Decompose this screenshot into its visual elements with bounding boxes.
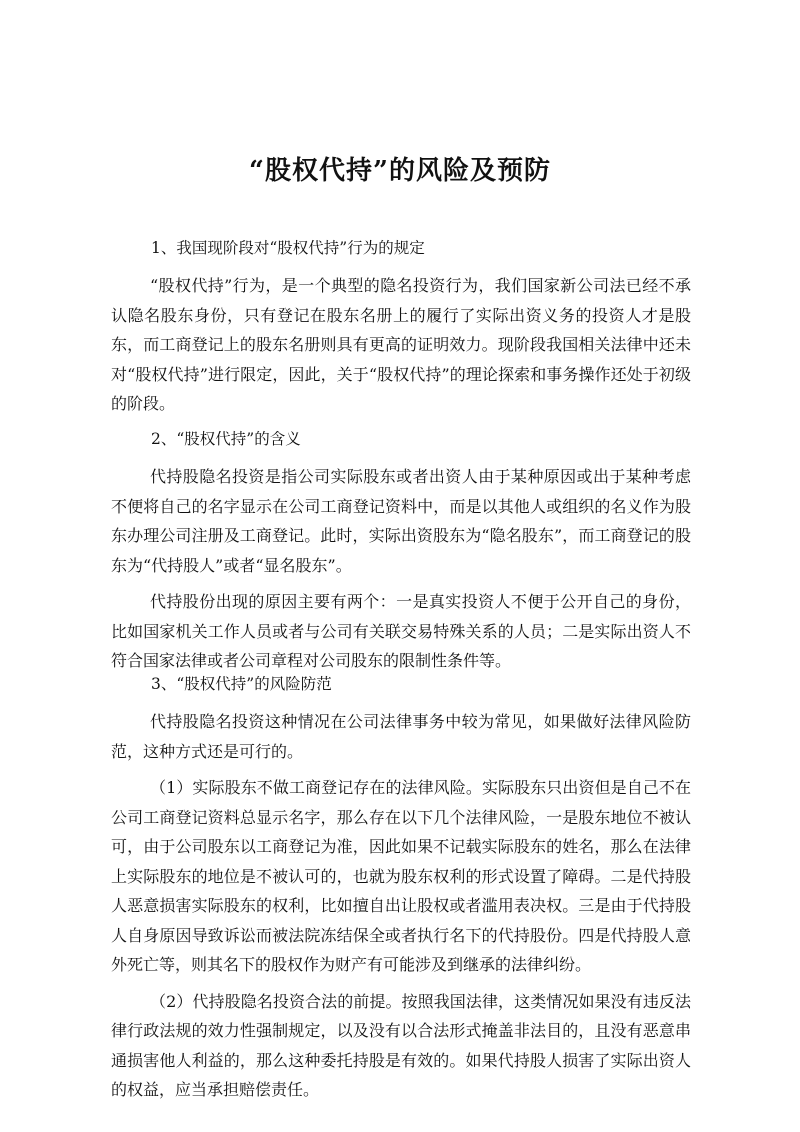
paragraph: （1）实际股东不做工商登记存在的法律风险。实际股东只出资但是自己不在公司工商登记资料总显示名字，那么存在以下几个法律风险，一是股东地位不被认可，由于公司股东以工商登记为准，因此如果不记载实际股东的姓名，那么在法律上实际股东的地位是不被认可的，也就为股东权利的形式设置了障碍。二是代持股人恶意损害实际股东的权利，比如擅自出让股权或者滥用表决权。三是由于代持股人自身原因导致诉讼而被法院冻结保全或者执行名下的代持股份。四是代持股人意外死亡等，则其名下的股权作为财产有可能涉及到继承的法律纠纷。 [111, 778, 691, 974]
section-heading: 1、我国现阶段对“股权代持”行为的规定 [151, 239, 425, 257]
section-heading: 2、“股权代持”的含义 [151, 430, 301, 448]
document-title: “股权代持”的风险及预防 [249, 156, 551, 186]
section-3 [111, 669, 691, 1105]
paragraph: 代持股份出现的原因主要有两个：一是真实投资人不便于公开自己的身份，比如国家机关工作人员或者与公司有关联交易特殊关系的人员；二是实际出资人不符合国家法律或者公司章程对公司股东的限制性条件等。 [111, 592, 691, 670]
paragraph: “股权代持”行为，是一个典型的隐名投资行为，我们国家新公司法已经不承认隐名股东身份，只有登记在股东名册上的履行了实际出资义务的投资人才是股东，而工商登记上的股东名册则具有更高的证明效力。现阶段我国相关法律中还未对“股权代持”进行限定，因此，关于“股权代持”的理论探索和事务操作还处于初级的阶段。 [111, 276, 691, 413]
section-2 [111, 424, 691, 676]
section-1 [111, 233, 691, 419]
section-heading: 3、“股权代持”的风险防范 [151, 675, 332, 693]
paragraph: 代持股隐名投资是指公司实际股东或者出资人由于某种原因或出于某种考虑不便将自己的名字显示在公司工商登记资料中，而是以其他人或组织的名义作为股东办理公司注册及工商登记。此时，实际出资股东为“隐名股东”，而工商登记的股东为“代持股人”或者“显名股东”。 [111, 467, 691, 575]
paragraph: （2）代持股隐名投资合法的前提。按照我国法律，这类情况如果没有违反法律行政法规的效力性强制规定，以及没有以合法形式掩盖非法目的，且没有恶意串通损害他人利益的，那么这种委托持股是有效的。如果代持股人损害了实际出资人的权益，应当承担赔偿责任。 [111, 991, 691, 1099]
paragraph: 代持股隐名投资这种情况在公司法律事务中较为常见，如果做好法律风险防范，这种方式还是可行的。 [111, 712, 691, 761]
